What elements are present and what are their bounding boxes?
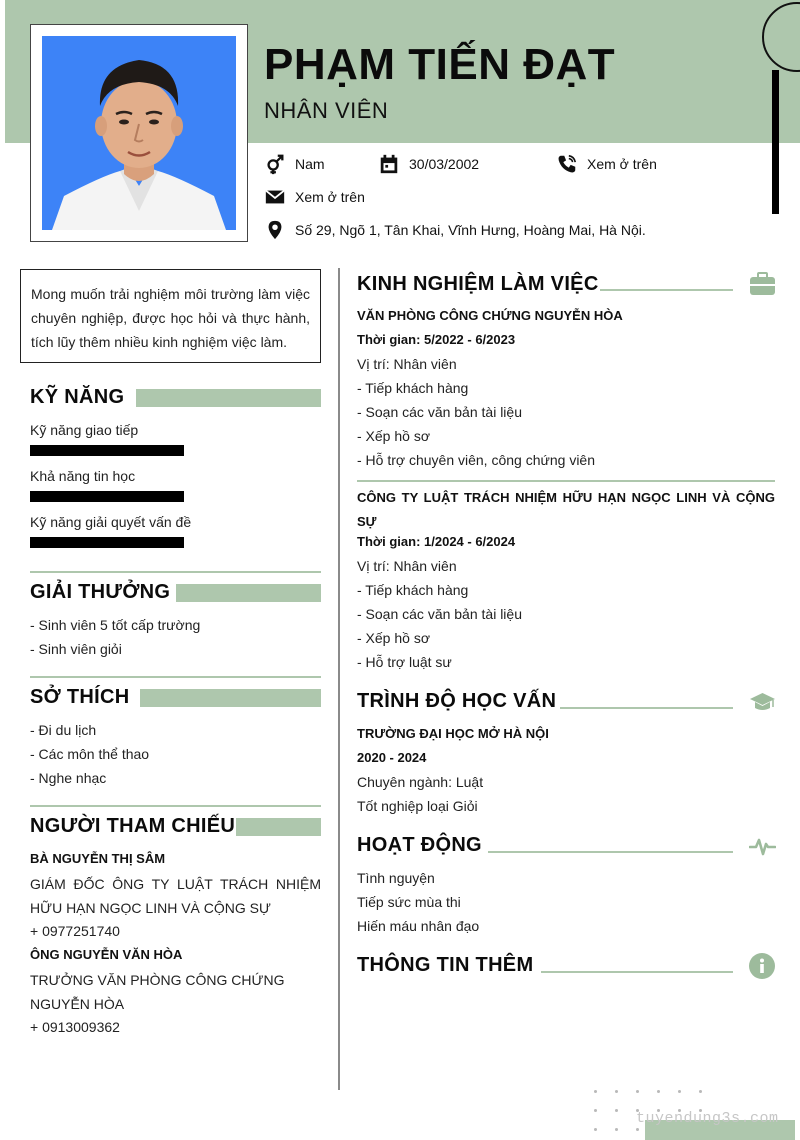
watermark: tuyendung3s.com xyxy=(636,1110,779,1127)
job-company: VĂN PHÒNG CÔNG CHỨNG NGUYỄN HÒA xyxy=(357,308,623,323)
profile-photo xyxy=(42,36,236,230)
references-title-bar xyxy=(236,818,321,836)
activities-title: HOẠT ĐỘNG xyxy=(357,834,482,856)
reference-title: TRƯỞNG VĂN PHÒNG CÔNG CHỨNG NGUYỄN HÒA xyxy=(30,972,285,1012)
decor-bar xyxy=(772,70,779,214)
skill-level-bar xyxy=(30,491,184,502)
email-value: Xem ở trên xyxy=(295,189,365,205)
job-line: Vị trí: Nhân viên xyxy=(357,356,457,372)
awards-title-bar xyxy=(176,584,321,602)
skill-item: Kỹ năng giao tiếp xyxy=(30,422,139,438)
education-title: TRÌNH ĐỘ HỌC VẤN xyxy=(357,690,557,712)
school-grade: Tốt nghiệp loại Giỏi xyxy=(357,798,478,814)
reference-name: ÔNG NGUYỄN VĂN HÒA xyxy=(30,947,183,962)
reference-phone: + 0913009362 xyxy=(30,1019,120,1035)
gender-value: Nam xyxy=(295,156,325,172)
reference-title: GIÁM ĐỐC ÔNG TY LUẬT TRÁCH NHIỆM HỮU HẠN NGỌC LINH VÀ CỘNG SỰ xyxy=(30,876,321,916)
info-icon xyxy=(749,953,775,979)
job-time: Thời gian: 5/2022 - 6/2023 xyxy=(357,332,516,347)
email-row xyxy=(264,186,365,208)
more-info-title: THÔNG TIN THÊM xyxy=(357,954,534,976)
more-info-title-line xyxy=(541,971,733,973)
experience-title: KINH NGHIỆM LÀM VIỆC xyxy=(357,273,599,295)
hobby-item: - Nghe nhạc xyxy=(30,770,107,786)
job-line: - Tiếp khách hàng xyxy=(357,582,469,598)
job-line: - Xếp hồ sơ xyxy=(357,630,430,646)
award-item: - Sinh viên giỏi xyxy=(30,641,122,657)
job-line: - Soạn các văn bản tài liệu xyxy=(357,606,522,622)
job-company: CÔNG TY LUẬT TRÁCH NHIỆM HỮU HẠN NGỌC LINH VÀ CỘNG SỰ xyxy=(357,490,775,529)
hobbies-title: SỞ THÍCH xyxy=(30,686,130,708)
candidate-role: NHÂN VIÊN xyxy=(264,98,389,123)
skill-level-bar xyxy=(30,445,184,456)
school-name: TRƯỜNG ĐẠI HỌC MỞ HÀ NỘI xyxy=(357,726,549,741)
job-line: Vị trí: Nhân viên xyxy=(357,558,457,574)
address-value: Số 29, Ngõ 1, Tân Khai, Vĩnh Hưng, Hoàng Mai, Hà Nội. xyxy=(295,222,646,238)
career-objective: Mong muốn trải nghiệm môi trường làm việc chuyên nghiệp, được học hỏi và thực hành, tích lũy thêm nhiều kinh nghiệm việc làm. xyxy=(20,269,321,363)
activity-item: Tình nguyện xyxy=(357,870,435,886)
job-time: Thời gian: 1/2024 - 6/2024 xyxy=(357,534,516,549)
phone-value: Xem ở trên xyxy=(587,156,657,172)
reference-phone: + 0977251740 xyxy=(30,923,120,939)
column-divider xyxy=(338,268,340,1090)
mail-icon xyxy=(264,186,286,208)
skill-item: Kỹ năng giải quyết vấn đề xyxy=(30,514,192,530)
birthday-value: 30/03/2002 xyxy=(409,156,480,172)
job-divider xyxy=(357,480,775,482)
skills-title: KỸ NĂNG xyxy=(30,386,125,408)
job-line: - Xếp hồ sơ xyxy=(357,428,430,444)
job-line: - Tiếp khách hàng xyxy=(357,380,469,396)
candidate-name: PHẠM TIẾN ĐẠT xyxy=(264,40,616,89)
phone-icon xyxy=(556,153,578,175)
hobbies-title-bar xyxy=(140,689,321,707)
job-line: - Hỗ trợ luật sư xyxy=(357,654,452,670)
location-icon xyxy=(264,219,286,241)
school-years: 2020 - 2024 xyxy=(357,750,427,765)
activities-title-line xyxy=(488,851,733,853)
skill-level-bar xyxy=(30,537,184,548)
briefcase-icon xyxy=(749,272,776,296)
experience-title-line xyxy=(600,289,733,291)
gender-icon xyxy=(264,153,286,175)
education-title-line xyxy=(560,707,733,709)
activity-item: Hiến máu nhân đạo xyxy=(357,918,480,934)
job-line: - Soạn các văn bản tài liệu xyxy=(357,404,522,420)
awards-title: GIẢI THƯỞNG xyxy=(30,581,171,603)
activity-item: Tiếp sức mùa thi xyxy=(357,894,461,910)
section-divider xyxy=(30,571,321,573)
section-divider xyxy=(30,676,321,678)
birthday-row xyxy=(378,153,479,175)
phone-row xyxy=(556,153,657,175)
school-major: Chuyên ngành: Luật xyxy=(357,774,484,790)
references-title: NGƯỜI THAM CHIẾU xyxy=(30,815,236,837)
graduation-cap-icon xyxy=(749,690,776,714)
job-line: - Hỗ trợ chuyên viên, công chứng viên xyxy=(357,452,596,468)
reference-name: BÀ NGUYỄN THỊ SÂM xyxy=(30,851,166,866)
skill-item: Khả năng tin học xyxy=(30,468,136,484)
heartbeat-icon xyxy=(749,835,776,859)
hobby-item: - Đi du lịch xyxy=(30,722,97,738)
award-item: - Sinh viên 5 tốt cấp trường xyxy=(30,617,201,633)
calendar-icon xyxy=(378,153,400,175)
section-divider xyxy=(30,805,321,807)
hobby-item: - Các môn thể thao xyxy=(30,746,150,762)
address-row xyxy=(264,219,646,241)
gender-row xyxy=(264,153,325,175)
skills-title-bar xyxy=(136,389,321,407)
